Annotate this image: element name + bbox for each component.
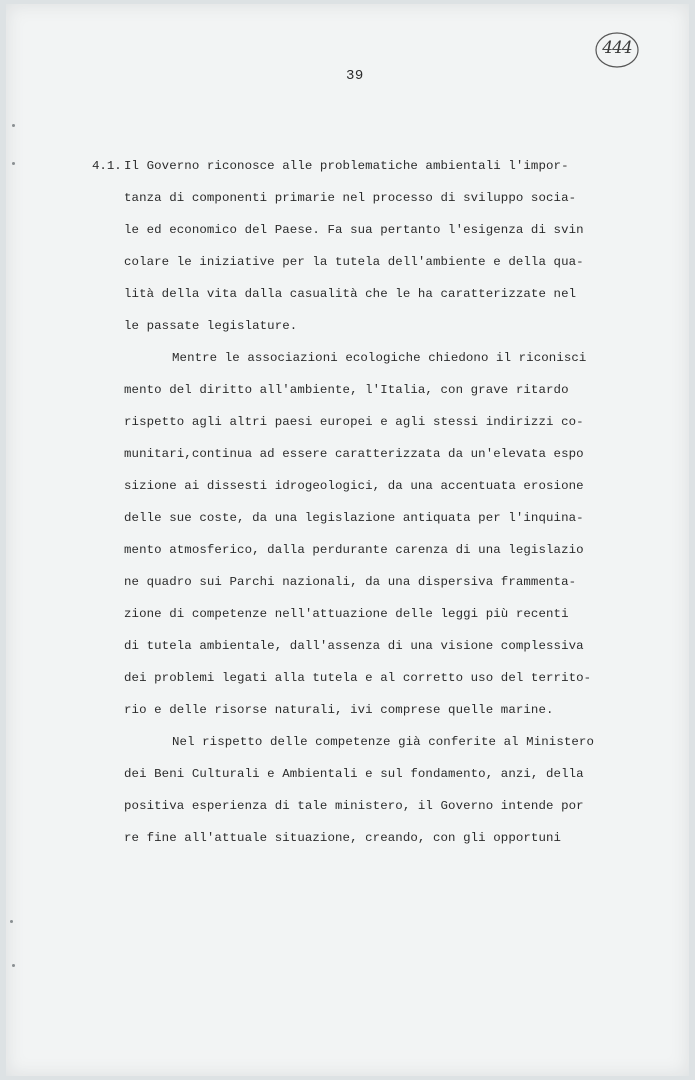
paragraph-1-line-3: le ed economico del Paese. Fa sua pertanto l'esigenza di svin xyxy=(124,223,584,237)
paragraph-2-line-7: mento atmosferico, dalla perdurante carenza di una legislazio xyxy=(124,543,584,557)
paragraph-3-line-3: positiva esperienza di tale ministero, il Governo intende por xyxy=(124,799,584,813)
paragraph-1-line-1: Il Governo riconosce alle problematiche ambientali l'impor- xyxy=(124,159,569,173)
paragraph-2-line-12: rio e delle risorse naturali, ivi comprese quelle marine. xyxy=(124,703,554,717)
scan-speck xyxy=(12,124,15,127)
paragraph-3-line-1: Nel rispetto delle competenze già conferite al Ministero xyxy=(172,735,594,749)
paragraph-2-line-9: zione di competenze nell'attuazione delle leggi più recenti xyxy=(124,607,569,621)
archive-stamp xyxy=(594,30,640,70)
paragraph-1-line-2: tanza di componenti primarie nel processo di sviluppo socia- xyxy=(124,191,577,205)
paragraph-2-line-5: sizione ai dissesti idrogeologici, da una accentuata erosione xyxy=(124,479,584,493)
scan-speck xyxy=(12,162,15,165)
paragraph-2-line-2: mento del diritto all'ambiente, l'Italia, con grave ritardo xyxy=(124,383,569,397)
paragraph-3-line-4: re fine all'attuale situazione, creando, con gli opportuni xyxy=(124,831,562,845)
paragraph-1-line-4: colare le iniziative per la tutela dell'ambiente e della qua- xyxy=(124,255,584,269)
scan-speck xyxy=(10,920,13,923)
stamp-number: 444 xyxy=(602,38,632,58)
paragraph-2-line-8: ne quadro sui Parchi nazionali, da una dispersiva frammenta- xyxy=(124,575,577,589)
paragraph-1-line-6: le passate legislature. xyxy=(124,319,298,333)
document-page xyxy=(6,4,689,1076)
scan-speck xyxy=(12,964,15,967)
section-number: 4.1. xyxy=(92,159,122,173)
paragraph-1-line-5: lità della vita dalla casualità che le ha caratterizzate nel xyxy=(124,287,577,301)
page-number: 39 xyxy=(346,68,364,84)
paragraph-2-line-10: di tutela ambientale, dall'assenza di una visione complessiva xyxy=(124,639,584,653)
paragraph-2-line-4: munitari,continua ad essere caratterizzata da un'elevata espo xyxy=(124,447,584,461)
paragraph-2-line-3: rispetto agli altri paesi europei e agli stessi indirizzi co- xyxy=(124,415,584,429)
paragraph-2-line-6: delle sue coste, da una legislazione antiquata per l'inquina- xyxy=(124,511,584,525)
paragraph-2-line-1: Mentre le associazioni ecologiche chiedono il riconisci xyxy=(172,351,587,365)
paragraph-2-line-11: dei problemi legati alla tutela e al corretto uso del territo- xyxy=(124,671,592,685)
paragraph-3-line-2: dei Beni Culturali e Ambientali e sul fondamento, anzi, della xyxy=(124,767,584,781)
